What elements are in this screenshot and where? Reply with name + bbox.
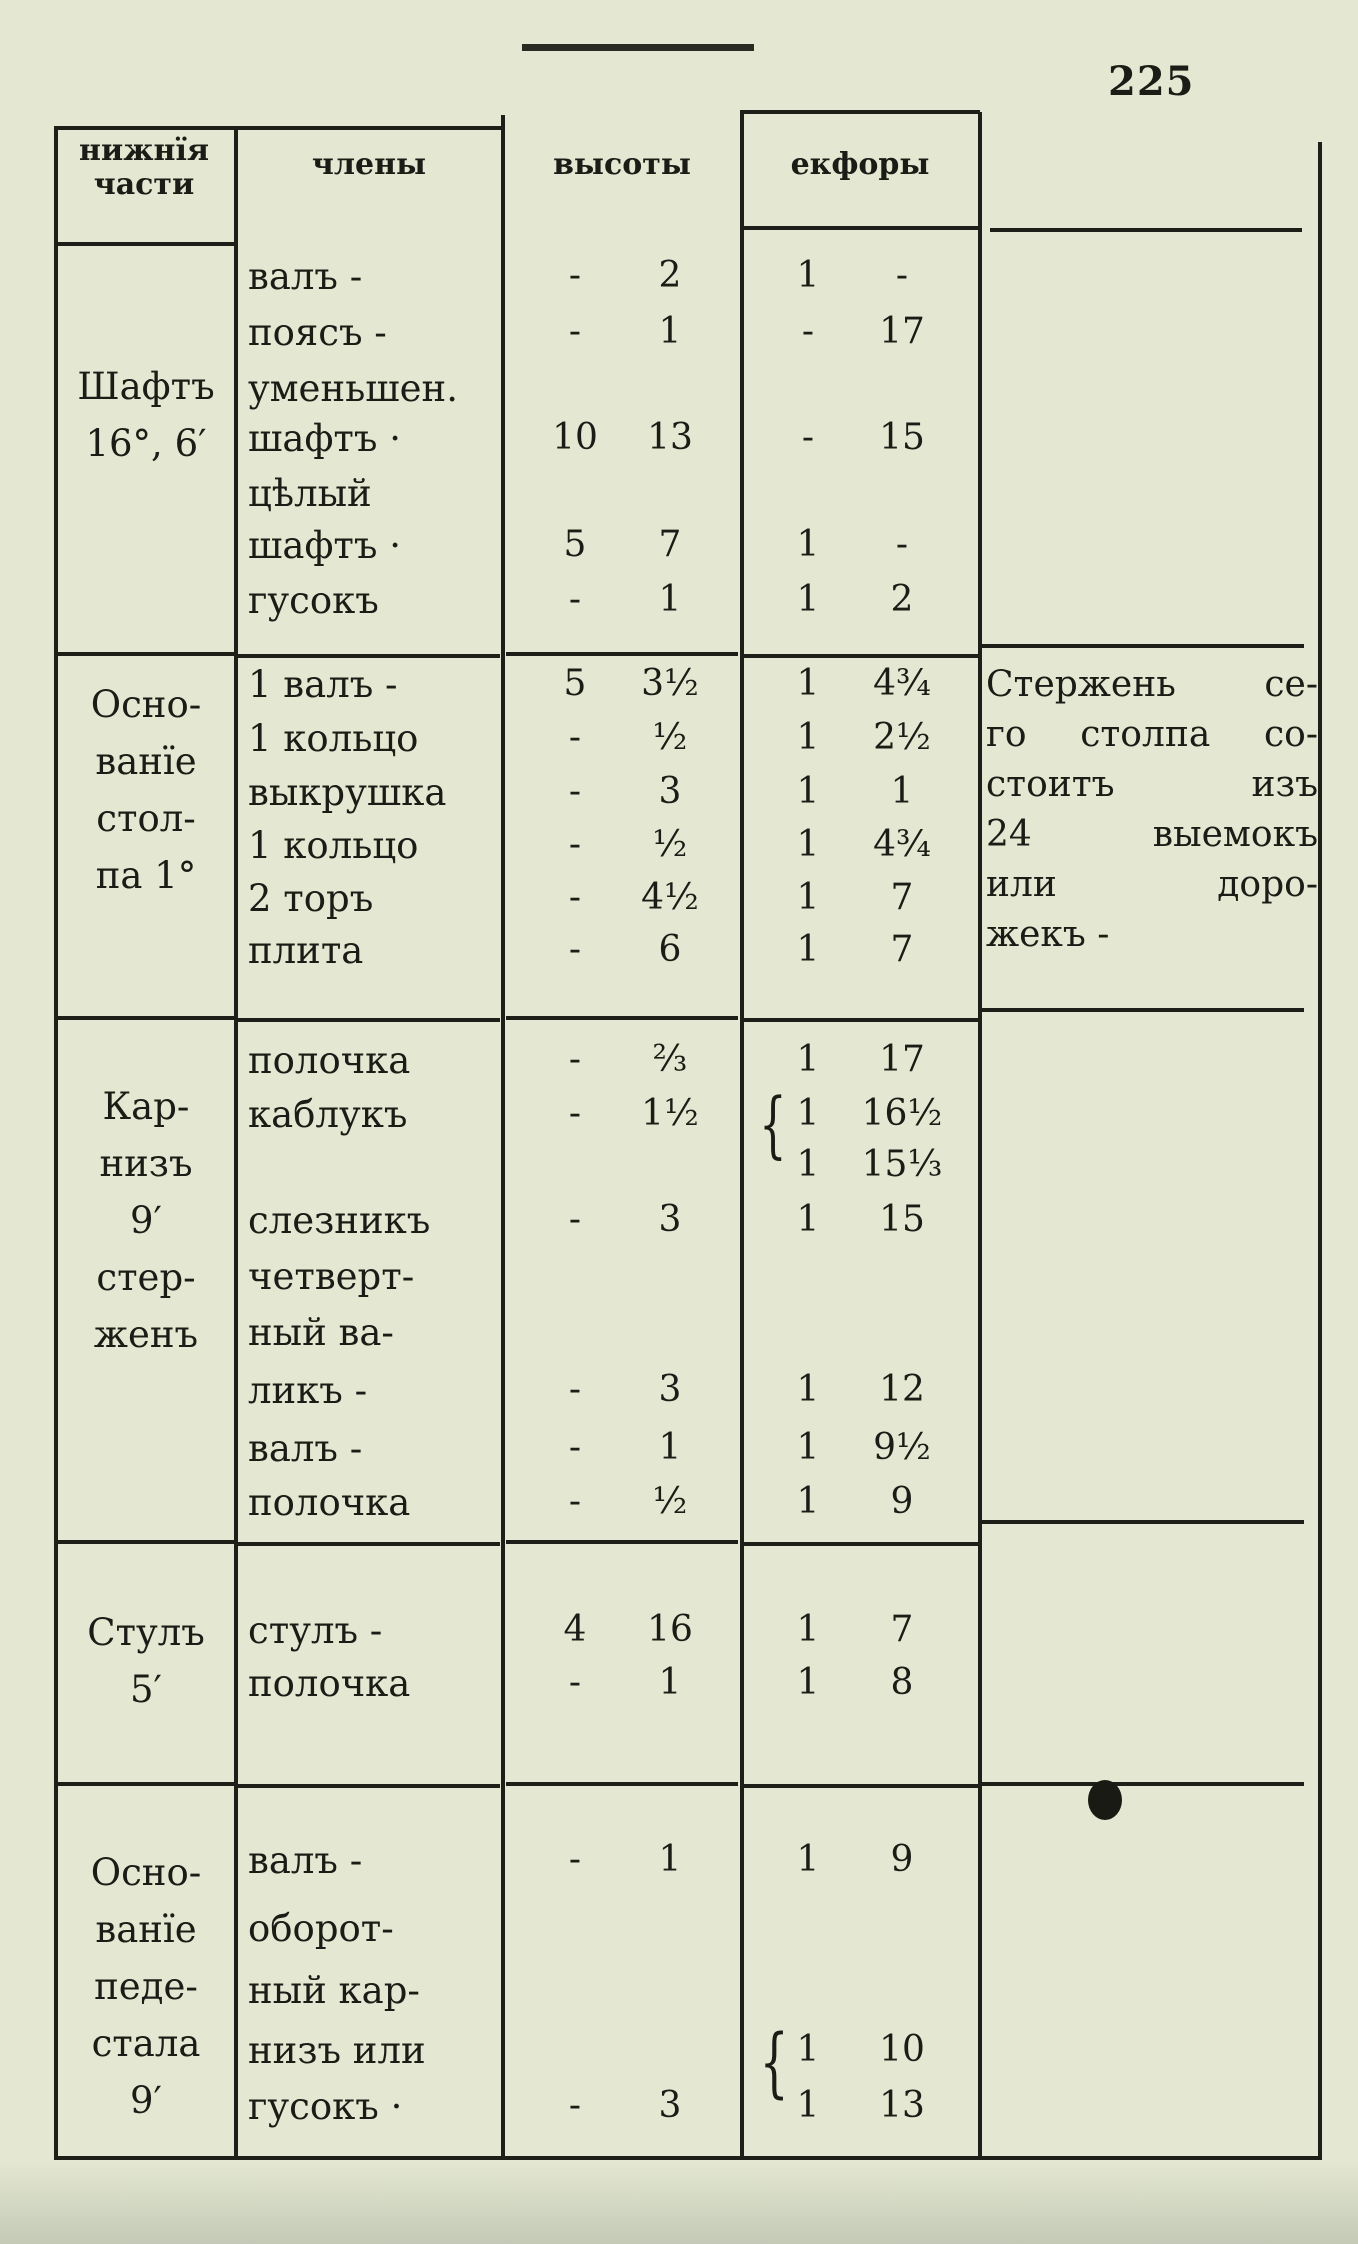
- row-divider: [982, 1008, 1304, 1012]
- member-name: ный кар-: [248, 1969, 420, 2012]
- table-border-right: [1318, 142, 1322, 2158]
- note-line: 24 выемокъ: [986, 814, 1318, 855]
- member-name: полочка: [248, 1481, 411, 1524]
- group-label: па 1°: [95, 854, 197, 897]
- group-label: Шафтъ: [77, 365, 215, 408]
- projection-whole: -: [801, 311, 815, 352]
- projection-part: 8: [890, 1662, 914, 1703]
- projection-whole: 1: [796, 1481, 820, 1522]
- row-divider: [982, 1782, 1304, 1786]
- member-name: низъ или: [248, 2029, 426, 2072]
- row-divider: [506, 1782, 738, 1786]
- member-name: шафтъ ·: [248, 524, 401, 567]
- brace-icon: {: [759, 1082, 787, 1166]
- height-whole: -: [568, 929, 582, 970]
- brace-icon: {: [759, 2017, 789, 2106]
- group-label: 5′: [130, 1668, 162, 1711]
- row-divider: [982, 644, 1304, 648]
- column-header: члены: [311, 147, 427, 182]
- group-label: Стулъ: [87, 1611, 205, 1654]
- projection-part: 7: [890, 929, 914, 970]
- row-divider: [238, 1542, 500, 1546]
- note-line: или доро-: [986, 864, 1318, 905]
- row-divider: [744, 226, 980, 230]
- row-divider: [506, 1016, 738, 1020]
- group-label: ванїе: [95, 1908, 197, 1951]
- row-divider: [990, 228, 1302, 232]
- projection-whole: 1: [796, 524, 820, 565]
- member-name: гусокъ ·: [248, 2085, 403, 2128]
- header-rule: [522, 44, 754, 51]
- height-part: 7: [658, 524, 682, 565]
- height-part: 3: [658, 771, 682, 812]
- member-name: ликъ -: [248, 1369, 368, 1412]
- group-label: стол-: [96, 797, 196, 840]
- row-divider: [982, 1520, 1304, 1524]
- height-whole: -: [568, 2085, 582, 2126]
- height-part: 1: [658, 1427, 682, 1468]
- height-part: ½: [652, 717, 688, 758]
- row-divider: [744, 1542, 978, 1546]
- height-whole: -: [568, 1662, 582, 1703]
- member-name: валъ -: [248, 255, 363, 298]
- projection-whole: 1: [796, 1369, 820, 1410]
- table-border-top: [54, 126, 502, 130]
- projection-whole: 1: [796, 929, 820, 970]
- height-part: ½: [652, 824, 688, 865]
- member-name: гусокъ: [248, 579, 379, 622]
- row-divider: [506, 652, 738, 656]
- projection-part: 12: [879, 1369, 925, 1410]
- height-part: 13: [647, 417, 693, 458]
- row-divider: [744, 1018, 978, 1022]
- group-label: 9′: [130, 2079, 162, 2122]
- projection-whole: 1: [796, 1039, 820, 1080]
- projection-whole: 1: [796, 1144, 820, 1185]
- row-divider: [238, 654, 500, 658]
- height-whole: -: [568, 824, 582, 865]
- projection-whole: 1: [796, 1427, 820, 1468]
- projection-whole: 1: [796, 255, 820, 296]
- projection-part: 1: [890, 771, 914, 812]
- projection-part: 9½: [873, 1427, 931, 1468]
- projection-whole: 1: [796, 1199, 820, 1240]
- height-whole: 5: [563, 524, 587, 565]
- height-part: ⅔: [652, 1039, 688, 1080]
- height-whole: -: [568, 1427, 582, 1468]
- column-header: екфоры: [790, 147, 930, 182]
- row-divider: [744, 1784, 978, 1788]
- member-name: 2 торъ: [248, 877, 374, 920]
- row-divider: [238, 1018, 500, 1022]
- height-whole: 5: [563, 663, 587, 704]
- projection-part: -: [895, 524, 909, 565]
- column-note: [986, 660, 1318, 960]
- group-label: 16°, 6′: [85, 422, 207, 465]
- height-whole: -: [568, 1839, 582, 1880]
- height-whole: 10: [552, 417, 598, 458]
- projection-part: 9: [890, 1839, 914, 1880]
- member-name: валъ -: [248, 1427, 363, 1470]
- height-whole: 4: [563, 1609, 587, 1650]
- ink-blot: [1088, 1780, 1122, 1820]
- height-whole: -: [568, 1481, 582, 1522]
- row-divider: [238, 1784, 500, 1788]
- page-number: 225: [1108, 58, 1195, 105]
- projection-part: 13: [879, 2085, 925, 2126]
- height-whole: -: [568, 579, 582, 620]
- height-whole: -: [568, 1093, 582, 1134]
- group-label: ванїе: [95, 740, 197, 783]
- projection-whole: 1: [796, 579, 820, 620]
- member-name: слезникъ: [248, 1199, 431, 1242]
- row-divider: [56, 1016, 236, 1020]
- projection-part: 2: [890, 579, 914, 620]
- height-part: 16: [647, 1609, 693, 1650]
- height-part: 4½: [641, 877, 699, 918]
- projection-whole: 1: [796, 1662, 820, 1703]
- note-line: стоитъ изъ: [986, 764, 1318, 805]
- page-stain: [0, 2160, 1358, 2244]
- group-label: Кар-: [102, 1085, 190, 1128]
- projection-whole: 1: [796, 1093, 820, 1134]
- member-name: полочка: [248, 1039, 411, 1082]
- member-name: цѣлый: [248, 472, 372, 515]
- member-name: каблукъ: [248, 1093, 408, 1136]
- group-label: стер-: [96, 1256, 196, 1299]
- table-border-top: [740, 110, 980, 114]
- projection-whole: 1: [796, 717, 820, 758]
- member-name: уменьшен.: [248, 367, 458, 410]
- row-divider: [56, 652, 236, 656]
- member-name: выкрушка: [248, 771, 447, 814]
- projection-whole: 1: [796, 2085, 820, 2126]
- projection-part: 17: [879, 1039, 925, 1080]
- column-divider: [740, 112, 744, 2158]
- group-label: педе-: [94, 1965, 198, 2008]
- projection-part: 9: [890, 1481, 914, 1522]
- row-divider: [56, 1540, 236, 1544]
- projection-whole: 1: [796, 663, 820, 704]
- projection-part: 15: [879, 417, 925, 458]
- projection-part: 17: [879, 311, 925, 352]
- height-part: 3: [658, 1369, 682, 1410]
- projection-whole: 1: [796, 877, 820, 918]
- projection-part: 4¾: [873, 663, 931, 704]
- height-part: 1: [658, 1839, 682, 1880]
- projection-part: 16½: [861, 1093, 943, 1134]
- height-whole: -: [568, 771, 582, 812]
- note-line: жекъ -: [986, 914, 1110, 955]
- height-part: 3½: [641, 663, 699, 704]
- projection-whole: 1: [796, 1839, 820, 1880]
- height-whole: -: [568, 877, 582, 918]
- projection-whole: 1: [796, 824, 820, 865]
- projection-part: 7: [890, 1609, 914, 1650]
- row-divider: [56, 242, 236, 246]
- member-name: стулъ -: [248, 1609, 383, 1652]
- member-name: плита: [248, 929, 364, 972]
- projection-part: 15⅓: [861, 1144, 943, 1185]
- projection-whole: 1: [796, 771, 820, 812]
- row-divider: [744, 654, 978, 658]
- member-name: шафтъ ·: [248, 417, 401, 460]
- projection-whole: 1: [796, 1609, 820, 1650]
- height-part: 2: [658, 255, 682, 296]
- projection-part: -: [895, 255, 909, 296]
- member-name: поясъ -: [248, 311, 387, 354]
- member-name: валъ -: [248, 1839, 363, 1882]
- height-part: 1: [658, 311, 682, 352]
- member-name: оборот-: [248, 1907, 394, 1950]
- member-name: ный ва-: [248, 1311, 394, 1354]
- projection-part: 10: [879, 2029, 925, 2070]
- projection-part: 7: [890, 877, 914, 918]
- row-divider: [506, 1540, 738, 1544]
- note-line: го столпа со-: [986, 714, 1318, 755]
- member-name: четверт-: [248, 1255, 415, 1298]
- group-label: Осно-: [90, 683, 202, 726]
- group-label: Осно-: [90, 1851, 202, 1894]
- height-part: 1: [658, 579, 682, 620]
- height-whole: -: [568, 717, 582, 758]
- height-whole: -: [568, 255, 582, 296]
- height-part: ½: [652, 1481, 688, 1522]
- member-name: полочка: [248, 1662, 411, 1705]
- column-divider: [978, 112, 982, 2158]
- height-part: 3: [658, 1199, 682, 1240]
- height-whole: -: [568, 1039, 582, 1080]
- projection-part: 15: [879, 1199, 925, 1240]
- height-part: 1: [658, 1662, 682, 1703]
- height-whole: -: [568, 311, 582, 352]
- row-divider: [56, 1782, 236, 1786]
- group-label: низъ: [99, 1142, 193, 1185]
- height-whole: -: [568, 1199, 582, 1240]
- group-label: стала: [91, 2022, 201, 2065]
- member-name: 1 кольцо: [248, 824, 419, 867]
- projection-whole: 1: [796, 2029, 820, 2070]
- group-label: 9′: [130, 1199, 162, 1242]
- projection-part: 2½: [873, 717, 931, 758]
- column-divider: [501, 115, 505, 2158]
- height-whole: -: [568, 1369, 582, 1410]
- height-part: 3: [658, 2085, 682, 2126]
- group-label: женъ: [93, 1313, 199, 1356]
- note-line: Стержень се-: [986, 664, 1318, 705]
- projection-part: 4¾: [873, 824, 931, 865]
- column-header: нижнїя части: [78, 133, 210, 202]
- height-part: 6: [658, 929, 682, 970]
- projection-whole: -: [801, 417, 815, 458]
- height-part: 1½: [641, 1093, 699, 1134]
- member-name: 1 кольцо: [248, 717, 419, 760]
- member-name: 1 валъ -: [248, 663, 398, 706]
- column-header: высоты: [553, 147, 691, 182]
